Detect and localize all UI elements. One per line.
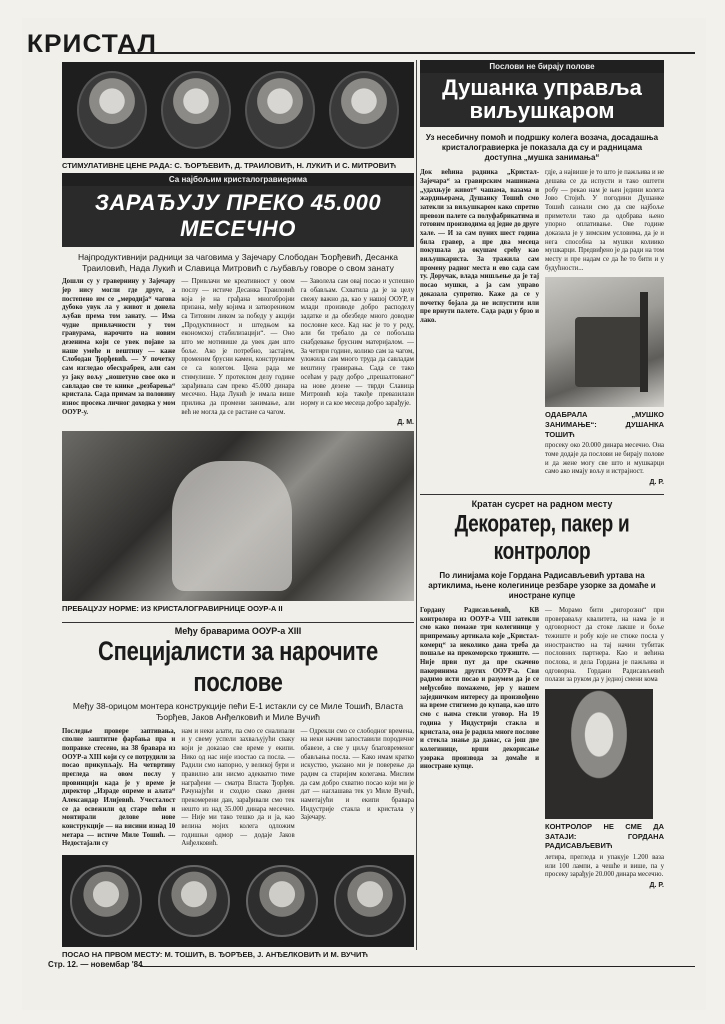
article-body [62,728,414,850]
workshop-photo [62,431,414,601]
article-kicker: Међу браварима ООУР-а XIII [62,622,414,636]
photo-caption: ПРЕБАЦУЈУ НОРМЕ: ИЗ КРИСТАЛОГРАВИРНИЦЕ ООУР-А II [62,604,283,614]
body-column: Гордану Радисављевић, КВ контролора из ООУР-а VIII затекли смо како помаже три колегинице у припремању артикала које „Кристал-комерц“ за неколико дана треба да пошаље на прекоморско тржиште. — Није први пут да пре скачено пакеринима других ООУР-а. Сви радимо исти посао и разумем да је се међусобно помажемо, јер у нашем заједничком интересу да произвођено на време стигнемо до купаца, као што смо с њима стекли уговор. На 19 година у Индустрији стакла и кристала, она је радила многе послове и стекла знање да данас, са још две колегинице, врши декорисање узорака производа за домаће и иностране купце. [420,606,539,771]
body-column: — Привлачи ме креативност у овом послу — истиче Десанка Траиловић која је на грађана многобројни призана, међу којима и затвореником са Титовим ликом за победу у акцији „Продуктивност и штедњом ка економској стабилизацији“. — Оно што ме мотивише да увек дам што боље. Ако је потребно, застајем, променим брусни камен, конструишем се са колегом. Цена рада ме стимулише. У протеклом делу године зарађивала сам преко 45.000 динара месечно. Нада Лукић је имала више прилика да промени занимање, али већ не могла да се растане са чагом. [181,278,295,416]
article-kicker: Са најбољим кристалогравиерима [62,173,414,186]
article-body [62,278,414,417]
body-column: — Одрекли смо се слободног времена, на неки начин запоставили породичне обавезе, а све у циљу благовременог обављања посла. — Како имам кратко искуство, указано ми је поверење да радим са старијим колегама. Мислим да сам добро схватио посао који ми је дат — наглашава тек уз Миле Вучић, наметајући и екипи бравара Индустрије стакла и кристала у Зајечару. [300,727,414,822]
portrait-photo [329,71,399,149]
article-headline: Специјалисти за нарочите послове [98,636,378,698]
masthead: КРИСТАЛ [26,30,158,58]
bottom-photo-band [62,855,414,947]
article-lead: Најпродуктивнији радници за чаговима у Зајечару Слободан Ђорђевић, Десанка Траиловић, Нада Лукић и Славица Митровић с љубављу говоре о свом занату [77,252,399,273]
article-lead: По линијама које Гордана Радисављевић уртава на артиклима, њене колегинице резбаре узорке за домаће и иностране купце [428,570,656,600]
body-column: Дошли су у гравернину у Зајечару јер нису могли где друге, а постепено им се „меродија“ чаговa дубоко увук ла у живот и донела љубав према том занату. — Има чудне привлачности у том гравурама, нарочито на новим дезенима који се увек појаве за наше умеће и вештину — каже Слободан Ђорђевић. — У почетку сам изгледао обесхрабрен, али сам уз јаку вољу „ношетуно свое око и савладао све те кникe „резбарења“ кристала. Сада примам за половину износ просека личног доходка у мом ООУР-у. [62,278,176,416]
photo-caption: СТИМУЛАТИВНЕ ЦЕНЕ РАДА: С. ЂОРЂЕВИЋ, Д. ТРАИЛОВИЋ, Н. ЛУКИЋ И С. МИТРОВИЋ [62,161,397,170]
left-column [62,62,414,962]
article-body [420,169,664,488]
author-signature: Д. Р. [649,881,664,889]
body-column: Док већина радника „Кристал-Зајечара“ за гравирским машинама „удахњује живот“ чашама, вазама и жардињерама, Душанку Тошић смо затекли за виљушкаром како спретно превози палете са полуфабрикатима и готовим производима од једне до друге хале. — И за сам пуних шест година била гравер, а пре два месеца покушала да окушам срећу као виљушкариста. За тражила сам промену радног места и ево сада сам ту. Доручак, влада мишљење да је тај посао мушки, а ја сам управо доказала супротно. Каже да се у почетку бојала да не испустити или пре врнути палете. Сада ради у брзо и лако. [420,169,539,324]
body-text: — Морамо бити „ригорозни“ при провераваљу квалитета, на нама је и одговорност да стоке лакше и боље тежиште и робу које не стиже посла у иностранство на тај начин тубитак пословних партнера. Као и већина послова, и дела Гордана је пажљива и одговорна. Гордани Радисављевић полази за руком да у једној смени кома [545,606,664,684]
body-column [545,169,664,488]
article-body [420,607,664,891]
body-column: Последње провере заптивања, сполне заштитне фарбања пра и поправке стесено, на 38 бравара из ООУР-а XIII који су се потрудили за посао прикупљају. На четвртину прегледа на овом послу у провинцији када је у време је директор „Израде опреме и алата“ Александар Илијевић. Учесталост се да освежили од старе пећи и монтирали делове нове конструкције — на висини изнад 10 метара — истиче Миле Тошић. — Недостајали су [62,727,176,848]
portrait-photo [158,865,230,937]
article-headline: Душанка управља виљушкаром [420,73,664,127]
photo-caption: КОНТРОЛОР НЕ СМЕ ДА ЗАТАЈИ: ГОРДАНА РАДИСАВЉЕВИЋ [545,822,664,851]
author-signature: Д. М. [397,419,414,427]
top-photo-band [62,62,414,158]
portrait-photo [246,865,318,937]
column-divider [416,60,417,950]
portrait-photo [161,71,231,149]
article-headline: ЗАРАЂУЈУ ПРЕКО 45.000 МЕСЕЧНО [62,186,414,247]
body-column [545,607,664,891]
portrait-photo [245,71,315,149]
photo-caption: ПОСАО НА ПРВОМ МЕСТУ: М. ТОШИЋ, В. ЂОРЂЕВ, Ј. АНЂЕЛКОВИЋ И М. ВУЧИЋ [62,950,368,960]
body-column: нам и неки алати, па смо се снализали и у свему успели захваљујући сваку који је доказао све време у екипи. Нико од нас није изостао са посла. — Радили смо напорно, у великој бури и правилно али нисмо адекватно тиме награђени — сматра Власта Ђорђев. Рачунајући и сходно свако дневн прекомерени дан, зарађивали смо тек нешто из над 35.000 динара месечно. — Није ми тако тешко да и ја, као велина мојих колега одложим годишњи одмор — додаје Јаков Анђелковић. [181,727,295,848]
footer-rule [140,966,695,967]
portrait-photo [545,689,653,819]
article-lead: Међу 38-орицом монтера конструкције пећи Е-1 истакли су се Миле Тошић, Власта Ђорђев, Јаков Анђелковић и Миле Вучић [72,701,404,722]
article-lead: Уз несебичну помоћ и подршку колега возача, досадашња кристалогравиерка је показала да су и радницама доступна „мушка занимања“ [425,133,659,163]
article-headline: Декоратер, пакер и контролор [454,511,630,566]
portrait-photo [70,865,142,937]
right-column [420,60,664,891]
body-column: — Заволела сам овај посао и успешно га обављам. Схватила да је за целу свежу важно да, као у нашој ООУР, и млади производе добро расподелу задатке и да обезбеде много доводне пословне кесе. Кад нас је то у реду, али би требало да се побољша снабдевање брусним материјалом. — За четири године, колико сам за чагом, уложила сам много труда да савладам вештину гравирања. Сада се тако осећам у раду добро „прешалтовано“ на нове дезене — тврди Славица Митровић која такође превазилази норму и са кое месеца добро зарађује. [300,278,414,407]
author-signature: Д. Р. [649,478,664,486]
body-text: гдје, а највише је то што је пажљива и не дешава се да испусти и тако оштети робу — рекао нам је њен једини колега Јово Стојић. У погодини Душанке Тошић сазнали смо да све најбоље приметели тако да одобрава њено упорно оплативање. Ове године доказала је у зимским условима, да је и нега способна за мушки колиико мушкарци. Предвиђено је да ради на том месту и пре надам се да ће то бити и у будућности... [545,169,664,272]
article-kicker: Послови не бирају полове [420,60,664,73]
body-text: летира, прегледа и упакује 1.200 вазa или 100 лампи, а чешће и више, па у просеку зарађује 20.000 динара месечно. [545,853,664,879]
photo-caption: ОДАБРАЛА „МУШКО ЗАНИМАЊЕ“: ДУШАНКА ТОШИЋ [545,410,664,439]
body-text: просеку око 20.000 динара месечно. Она томе додаје да послови не бирају полове и да жене могу све што и мушкарци само ако имају вољу и истрајност. [545,442,664,476]
portrait-photo [77,71,147,149]
masthead-rule [118,52,695,54]
page-footer: Стр. 12. — новембар '84 [48,960,143,969]
article-kicker: Кратан сусрет на радном месту [420,494,664,509]
portrait-photo [334,865,406,937]
forklift-photo [545,277,664,407]
